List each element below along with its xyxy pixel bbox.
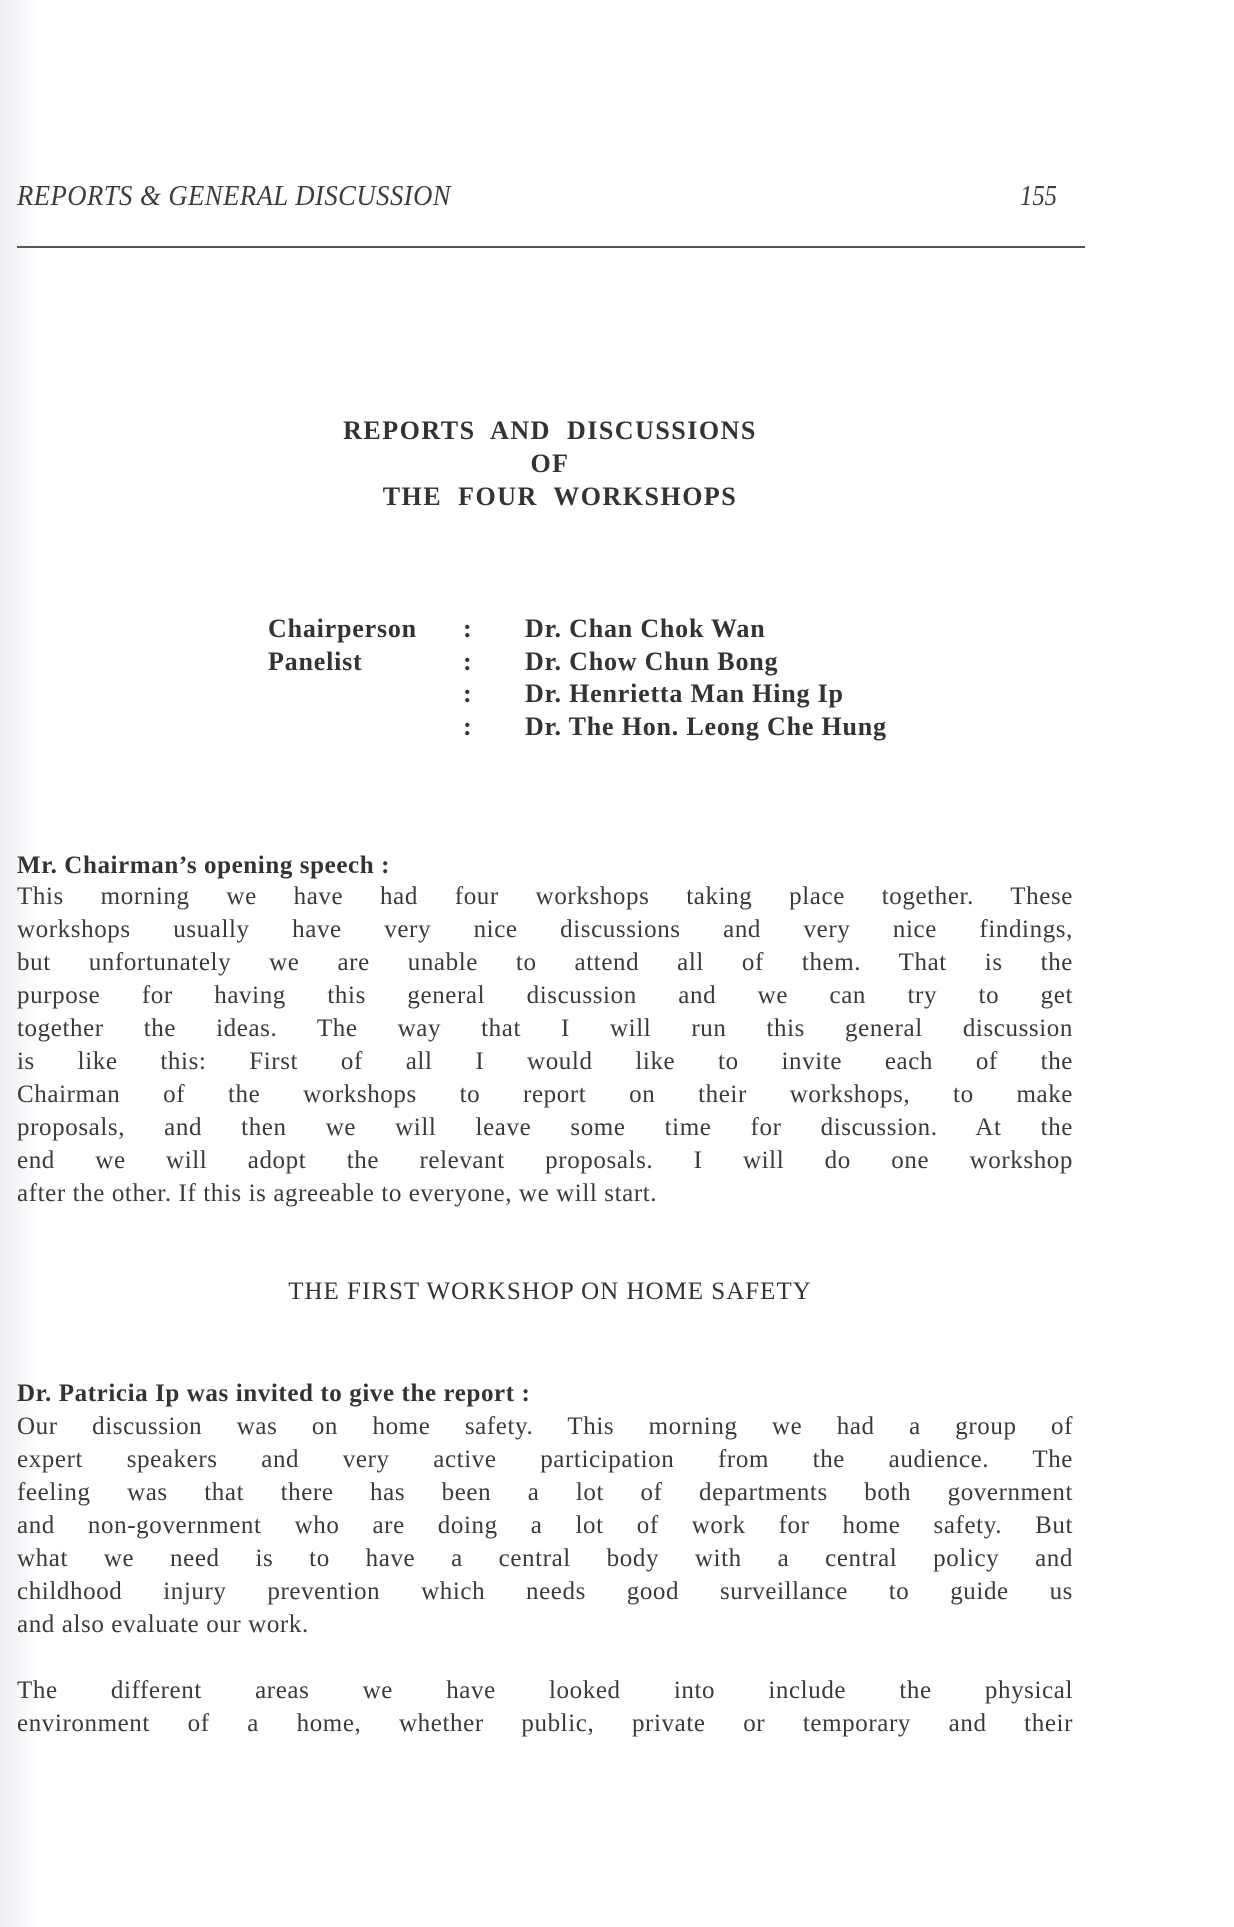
paragraph-line: after the other. If this is agreeable to everyone, we will start. [17,1180,658,1207]
paragraph-line: The different areas we have looked into include the physical [17,1677,1073,1704]
page-number: 155 [1020,180,1057,212]
paragraph-line: workshops usually have very nice discussions and very nice findings, [17,916,1073,943]
page-title-line-1: REPORTS AND DISCUSSIONS [343,416,757,445]
roster-name-panelist-2: Dr. Henrietta Man Hing Ip [525,679,844,708]
roster-separator: : [463,712,473,741]
page-title-line-3: THE FOUR WORKSHOPS [382,482,738,511]
paragraph-line: environment of a home, whether public, private or temporary and their [17,1710,1073,1737]
paragraph-line: proposals, and then we will leave some time for discussion. At the [17,1114,1073,1141]
roster-name-chairperson: Dr. Chan Chok Wan [525,614,766,643]
roster-label-panelist: Panelist [268,647,363,676]
roster-name-panelist-1: Dr. Chow Chun Bong [525,647,779,676]
opening-speech-heading: Mr. Chairman’s opening speech : [17,852,391,879]
section-heading-first-workshop: THE FIRST WORKSHOP ON HOME SAFETY [288,1278,812,1305]
paragraph-line: but unfortunately we are unable to attend all of them. That is the [17,949,1073,976]
report-speaker-heading: Dr. Patricia Ip was invited to give the report : [17,1380,531,1407]
paragraph-line: Chairman of the workshops to report on their workshops, to make [17,1081,1073,1108]
running-header-title: REPORTS & GENERAL DISCUSSION [17,180,452,212]
paragraph-line: and non-government who are doing a lot of work for home safety. But [17,1512,1073,1539]
paragraph-line: expert speakers and very active participation from the audience. The [17,1446,1073,1473]
roster-name-panelist-3: Dr. The Hon. Leong Che Hung [525,712,887,741]
roster-separator: : [463,614,473,643]
roster-separator: : [463,679,473,708]
paragraph-line: and also evaluate our work. [17,1611,309,1638]
paragraph-line: together the ideas. The way that I will run this general discussion [17,1015,1073,1042]
roster-label-chairperson: Chairperson [268,614,417,643]
page-title-line-2: OF [530,449,570,478]
paragraph-line: purpose for having this general discussion and we can try to get [17,982,1073,1009]
paragraph-line: what we need is to have a central body with a central policy and [17,1545,1073,1572]
paragraph-line: feeling was that there has been a lot of departments both government [17,1479,1073,1506]
paragraph-line: This morning we have had four workshops taking place together. These [17,883,1073,910]
paragraph-line: childhood injury prevention which needs good surveillance to guide us [17,1578,1073,1605]
paragraph-line: Our discussion was on home safety. This morning we had a group of [17,1413,1073,1440]
paragraph-line: is like this: First of all I would like to invite each of the [17,1048,1073,1075]
header-rule [17,246,1085,248]
roster-separator: : [463,647,473,676]
paragraph-line: end we will adopt the relevant proposals. I will do one workshop [17,1147,1073,1174]
